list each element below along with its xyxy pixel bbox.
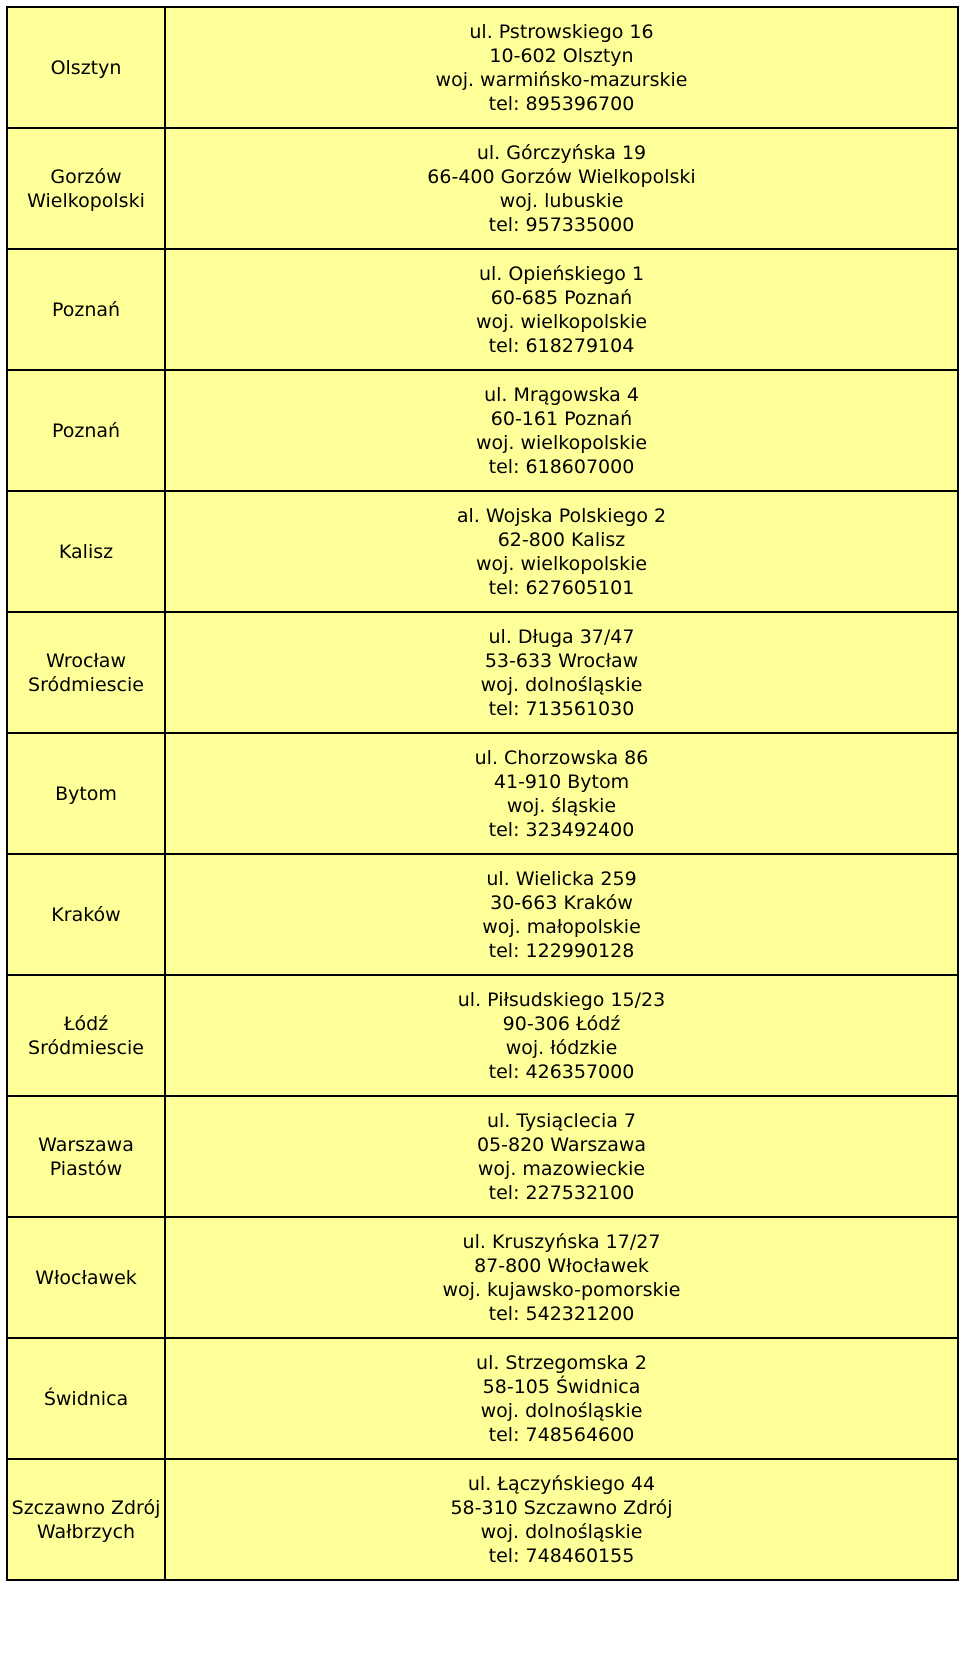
city-cell <box>7 733 165 854</box>
phone-number: tel: 748460155 <box>488 1544 635 1567</box>
address-cell <box>165 491 958 612</box>
phone-number: tel: 627605101 <box>488 576 635 599</box>
postal-code-city: 41-910 Bytom <box>493 770 630 793</box>
branch-table-body <box>7 7 958 1580</box>
city-name-line: Olsztyn <box>50 56 122 79</box>
postal-code-city: 87-800 Włocławek <box>474 1254 649 1277</box>
voivodeship: woj. śląskie <box>506 794 617 817</box>
phone-number: tel: 122990128 <box>488 939 635 962</box>
city-cell <box>7 491 165 612</box>
table-row <box>7 1459 958 1580</box>
postal-code-city: 58-310 Szczawno Zdrój <box>450 1496 673 1519</box>
branch-table <box>6 6 959 1581</box>
phone-number: tel: 542321200 <box>488 1302 635 1325</box>
postal-code-city: 05-820 Warszawa <box>476 1133 647 1156</box>
street-address: al. Wojska Polskiego 2 <box>456 504 667 527</box>
address-cell <box>165 7 958 128</box>
city-cell <box>7 1338 165 1459</box>
street-address: ul. Wielicka 259 <box>486 867 637 890</box>
city-cell <box>7 249 165 370</box>
table-row <box>7 370 958 491</box>
table-row <box>7 249 958 370</box>
street-address: ul. Chorzowska 86 <box>474 746 649 769</box>
phone-number: tel: 323492400 <box>488 818 635 841</box>
table-row <box>7 854 958 975</box>
street-address: ul. Kruszyńska 17/27 <box>462 1230 661 1253</box>
voivodeship: woj. wielkopolskie <box>475 431 648 454</box>
address-cell <box>165 249 958 370</box>
postal-code-city: 60-685 Poznań <box>490 286 633 309</box>
voivodeship: woj. dolnośląskie <box>480 673 643 696</box>
city-name-line: Włocławek <box>35 1266 137 1289</box>
postal-code-city: 58-105 Świdnica <box>482 1375 641 1398</box>
voivodeship: woj. warmińsko-mazurskie <box>435 68 688 91</box>
address-cell <box>165 1338 958 1459</box>
city-cell <box>7 370 165 491</box>
voivodeship: woj. kujawsko-pomorskie <box>442 1278 681 1301</box>
city-cell <box>7 128 165 249</box>
phone-number: tel: 426357000 <box>488 1060 635 1083</box>
voivodeship: woj. mazowieckie <box>477 1157 646 1180</box>
table-row <box>7 128 958 249</box>
city-name-line: Poznań <box>51 419 121 442</box>
city-name-line: Wrocław <box>46 649 126 672</box>
postal-code-city: 62-800 Kalisz <box>497 528 626 551</box>
address-cell <box>165 612 958 733</box>
phone-number: tel: 618279104 <box>488 334 635 357</box>
city-cell <box>7 1217 165 1338</box>
phone-number: tel: 227532100 <box>488 1181 635 1204</box>
table-row <box>7 1217 958 1338</box>
address-cell <box>165 1217 958 1338</box>
street-address: ul. Piłsudskiego 15/23 <box>457 988 666 1011</box>
city-cell <box>7 612 165 733</box>
address-cell <box>165 854 958 975</box>
postal-code-city: 10-602 Olsztyn <box>489 44 634 67</box>
postal-code-city: 53-633 Wrocław <box>484 649 639 672</box>
city-cell <box>7 1459 165 1580</box>
table-row <box>7 733 958 854</box>
city-cell <box>7 975 165 1096</box>
street-address: ul. Łączyńskiego 44 <box>467 1472 656 1495</box>
city-name-line: Łódź <box>63 1012 109 1035</box>
table-row <box>7 1338 958 1459</box>
address-cell <box>165 1459 958 1580</box>
phone-number: tel: 618607000 <box>488 455 635 478</box>
address-cell <box>165 128 958 249</box>
postal-code-city: 90-306 Łódź <box>502 1012 621 1035</box>
city-name-line: Sródmiescie <box>28 1036 144 1059</box>
phone-number: tel: 957335000 <box>488 213 635 236</box>
postal-code-city: 66-400 Gorzów Wielkopolski <box>427 165 696 188</box>
address-cell <box>165 1096 958 1217</box>
address-cell <box>165 733 958 854</box>
city-name-line: Piastów <box>49 1157 123 1180</box>
voivodeship: woj. dolnośląskie <box>480 1399 643 1422</box>
city-name-line: Kraków <box>51 903 121 926</box>
street-address: ul. Pstrowskiego 16 <box>469 20 654 43</box>
city-name-line: Szczawno Zdrój <box>11 1496 161 1519</box>
city-name-line: Poznań <box>51 298 121 321</box>
voivodeship: woj. małopolskie <box>482 915 641 938</box>
city-name-line: Wałbrzych <box>36 1520 136 1543</box>
phone-number: tel: 713561030 <box>488 697 635 720</box>
postal-code-city: 60-161 Poznań <box>490 407 633 430</box>
postal-code-city: 30-663 Kraków <box>490 891 633 914</box>
city-name-line: Warszawa <box>38 1133 134 1156</box>
city-name-line: Bytom <box>55 782 117 805</box>
city-name-line: Kalisz <box>58 540 114 563</box>
voivodeship: woj. lubuskie <box>499 189 624 212</box>
city-cell <box>7 854 165 975</box>
street-address: ul. Strzegomska 2 <box>476 1351 647 1374</box>
table-row <box>7 491 958 612</box>
street-address: ul. Mrągowska 4 <box>484 383 639 406</box>
table-row <box>7 1096 958 1217</box>
voivodeship: woj. wielkopolskie <box>475 552 648 575</box>
phone-number: tel: 748564600 <box>488 1423 635 1446</box>
city-name-line: Wielkopolski <box>27 189 145 212</box>
phone-number: tel: 895396700 <box>488 92 635 115</box>
voivodeship: woj. wielkopolskie <box>475 310 648 333</box>
address-cell <box>165 370 958 491</box>
city-cell <box>7 1096 165 1217</box>
voivodeship: woj. łódzkie <box>505 1036 618 1059</box>
city-name-line: Gorzów <box>50 165 122 188</box>
street-address: ul. Tysiąclecia 7 <box>486 1109 637 1132</box>
address-cell <box>165 975 958 1096</box>
city-cell <box>7 7 165 128</box>
city-name-line: Sródmiescie <box>28 673 144 696</box>
table-row <box>7 612 958 733</box>
table-row <box>7 7 958 128</box>
voivodeship: woj. dolnośląskie <box>480 1520 643 1543</box>
city-name-line: Świdnica <box>43 1387 129 1410</box>
street-address: ul. Długa 37/47 <box>488 625 635 648</box>
table-row <box>7 975 958 1096</box>
street-address: ul. Opieńskiego 1 <box>478 262 645 285</box>
street-address: ul. Górczyńska 19 <box>476 141 647 164</box>
